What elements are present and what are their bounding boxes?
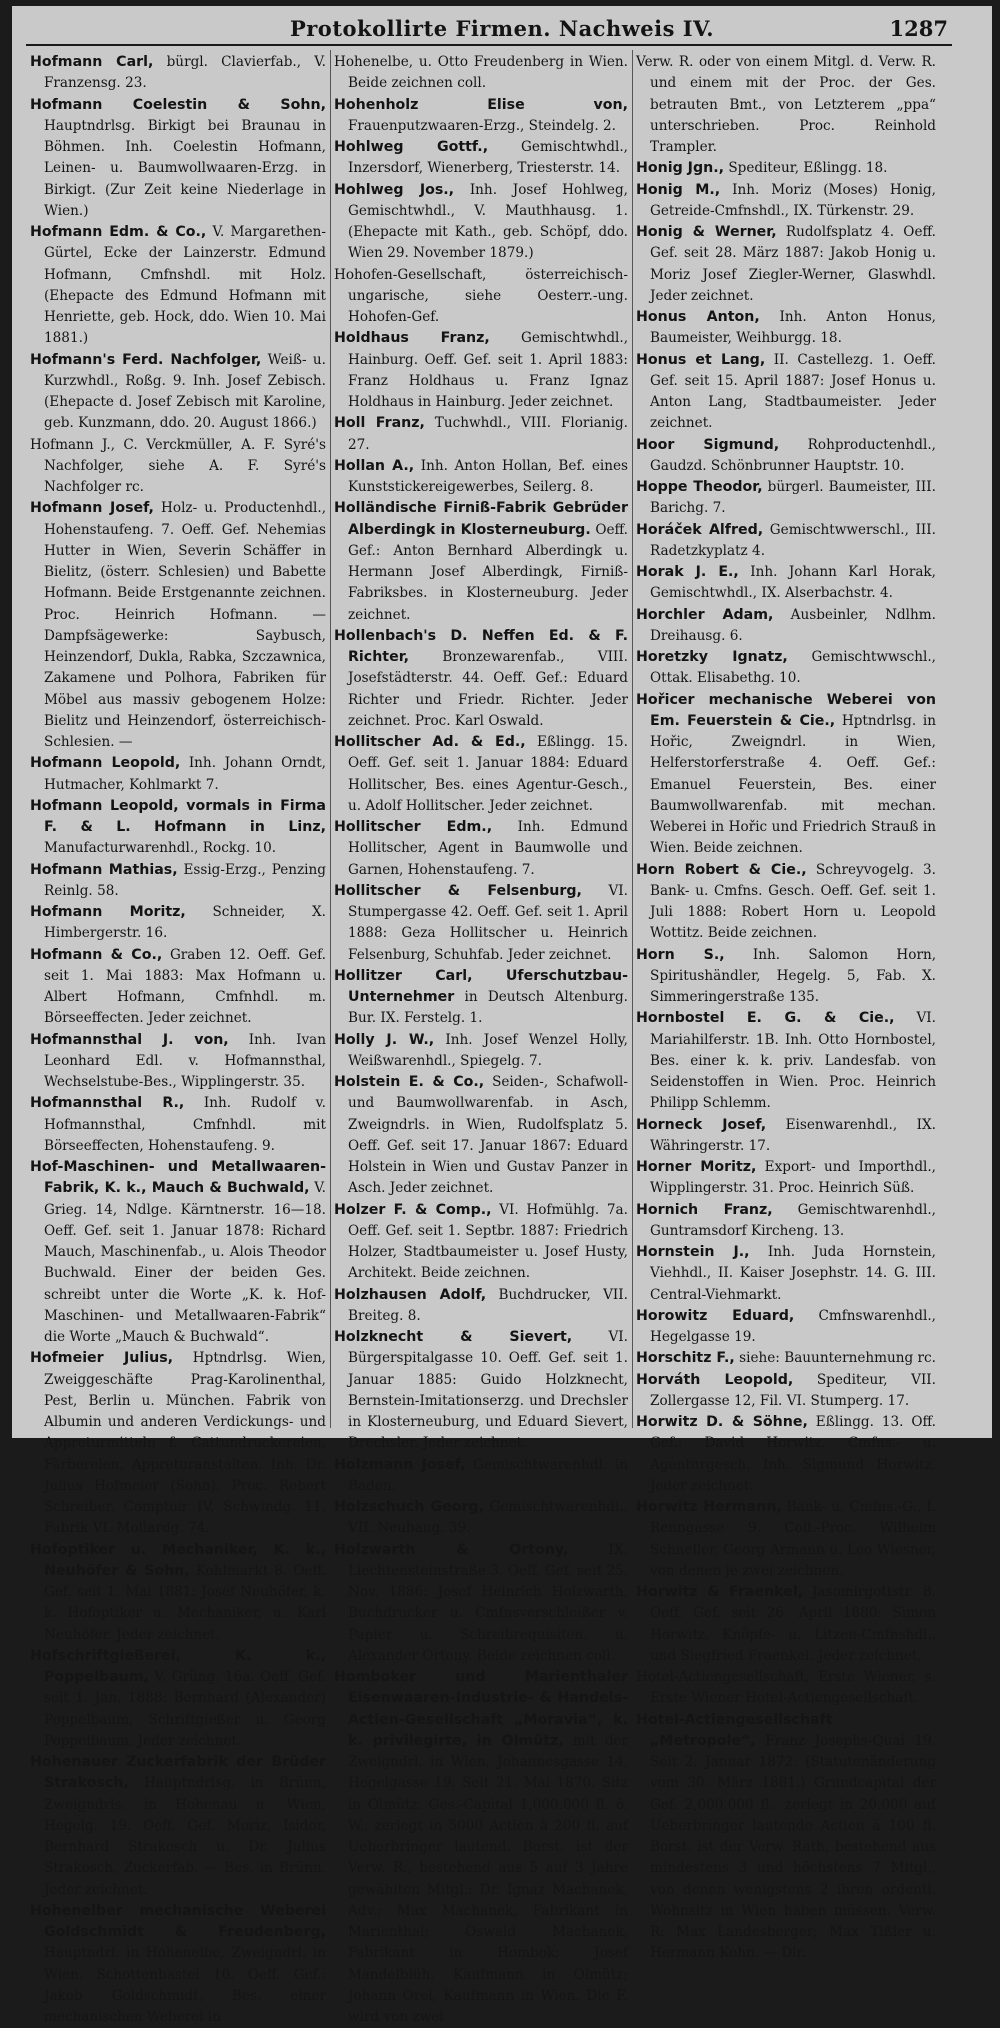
- firm-details: bürgl. Clavierfab., V. Franzensg. 23.: [44, 54, 326, 92]
- firm-name: Hofmann Carl,: [30, 54, 154, 70]
- firm-name: Horváth Leopold,: [636, 1371, 794, 1388]
- firm-name: Horchler Adam,: [636, 606, 774, 623]
- firm-name: Hohenelber mechanische Weberei Goldschmidt & Freudenberg,: [30, 1902, 326, 1940]
- firm-entry: [636, 860, 936, 945]
- firm-entry: [30, 1752, 326, 1901]
- header-rule: [26, 44, 952, 46]
- firm-name: Horowitz Eduard,: [636, 1307, 795, 1324]
- firm-entry: [334, 95, 628, 138]
- firm-details: VI. Hofmühlg. 7a. Oeff. Gef. seit 1. Septbr. 1887: Friedrich Holzer, Stadtbaumeister u. Josef Husty, Architekt. Beide zeichnen.: [348, 1201, 628, 1282]
- firm-name: Honig M.,: [636, 181, 721, 198]
- firm-name: Honus et Lang,: [636, 351, 766, 368]
- page-header: [12, 14, 992, 48]
- firm-name: Hollitscher & Felsenburg,: [334, 882, 582, 899]
- firm-name: Homboker und Marienthaler Eisenwaaren-Industrie- & Handels-Actien-Gesellschaft „Moravia“, k. k. privilegirte, in Olmütz,: [334, 1669, 628, 1749]
- firm-details: Frauenputzwaaren-Erzg., Steindelg. 2.: [348, 117, 616, 134]
- firm-details: Rudolfsplatz 4. Oeff. Gef. seit 28. März 1887: Jakob Honig u. Moriz Josef Ziegler-Werner, Glaswhdl. Jeder zeichnet.: [650, 224, 936, 304]
- firm-name: Hofschriftgießerei, K. k., Poppelbaum,: [30, 1647, 326, 1685]
- firm-name: Honus Anton,: [636, 309, 760, 325]
- firm-name: Holzknecht & Sievert,: [334, 1329, 573, 1345]
- firm-name: Holl Franz,: [334, 415, 425, 432]
- firm-details: Inh. Johann Orndt, Hutmacher, Kohlmarkt 7.: [44, 755, 327, 793]
- firm-details: V. Grieg. 14, Ndlge. Kärntnerstr. 16—18. Oeff. Gef. seit 1. Januar 1878: Richard Mauch, Maschinenfab., u. Alois Theodor Buchwald. Einer der beiden Ges. schreibt unter die Worte „K. k. Hof-Maschinen- und Metallwaaren-Fabrik“ die Worte „Mauch & Buchwald“.: [44, 1180, 326, 1345]
- firm-details: Gemischtwwschl., Ottak. Elisabethg. 10.: [650, 649, 936, 687]
- firm-details: Inh. Josef Wenzel Holly, Weißwarenhdl., Spiegelg. 7.: [348, 1031, 628, 1069]
- firm-entry: [30, 902, 326, 945]
- firm-entry: [30, 52, 326, 95]
- firm-details: Hofmann J., C. Verckmüller, A. F. Syré's Nachfolger, siehe A. F. Syré's Nachfolger rc.: [30, 436, 326, 495]
- firm-details: Gemischtwwerschl., III. Radetzkyplatz 4.: [650, 521, 936, 559]
- firm-name: Horner Moritz,: [636, 1159, 757, 1175]
- firm-details: Gemischtwhdl., Hainburg. Oeff. Gef. seit 1. April 1883: Franz Holdhaus u. Franz Ignaz Holdhaus in Hainburg. Jeder zeichnet.: [348, 330, 629, 410]
- firm-name: Holstein E. & Co.,: [334, 1074, 485, 1090]
- firm-entry: [636, 520, 936, 563]
- firm-entry: [636, 1582, 936, 1667]
- firm-name: Holzer F. & Comp.,: [334, 1201, 492, 1218]
- firm-details: V. Grüng. 16a. Oeff. Gef. seit 1. Jan. 1888: Bernhard (Alexander) Poppelbaum, Schriftgießer u. Georg Poppelbaum. Jeder zeichnet.: [44, 1669, 326, 1749]
- firm-details: Spediteur, VII. Zollergasse 12, Fil. VI. Stumperg. 17.: [650, 1371, 936, 1409]
- firm-entry: [636, 1710, 936, 1965]
- firm-details: Eßlingg. 15. Oeff. Gef. seit 1. Januar 1884: Eduard Hollitscher, Bes. eines Agentur-Gesch., u. Adolf Hollitscher. Jeder zeichnet.: [348, 734, 628, 814]
- page-number: 1287: [889, 16, 948, 41]
- firm-entry: [334, 732, 628, 817]
- firm-name: Horwitz D. & Söhne,: [636, 1414, 808, 1430]
- firm-details: Schreyvogelg. 3. Bank- u. Cmfns. Gesch. Oeff. Gef. seit 1. Juli 1888: Robert Horn u. Leopold Wottitz. Beide zeichnen.: [650, 861, 936, 942]
- firm-details: Manufacturwarenhdl., Rockg. 10.: [44, 840, 277, 857]
- firm-name: Hohlweg Jos.,: [334, 181, 455, 198]
- firm-name: Horáček Alfred,: [636, 521, 764, 538]
- firm-name: Horak J. E.,: [636, 564, 739, 580]
- firm-entry: [636, 945, 936, 1009]
- firm-details: Inh. Salomon Horn, Spiritushändler, Hegelg. 5, Fab. X. Simmeringerstraße 135.: [650, 946, 937, 1005]
- firm-entry: [30, 1540, 326, 1646]
- firm-entry: [636, 350, 936, 435]
- firm-name: Holdhaus Franz,: [334, 330, 490, 347]
- firm-entry: [30, 1348, 326, 1539]
- firm-details: Inh. Ivan Leonhard Edl. v. Hofmannsthal, Wechselstube-Bes., Wipplingerstr. 35.: [44, 1031, 326, 1090]
- firm-name: Horschitz F.,: [636, 1350, 735, 1367]
- firm-entry: [30, 1646, 326, 1752]
- firm-details: Inh. Edmund Hollitscher, Agent in Baumwolle und Garnen, Hohenstaufeng. 7.: [348, 819, 629, 878]
- firm-details: Buchdrucker, VII. Breiteg. 8.: [348, 1286, 628, 1324]
- firm-name: Hollitscher Edm.,: [334, 819, 493, 835]
- firm-details: Hauptndrl. in Hohenelbe, Zweigndrl. in Wien. Schottenbastei 10. Oeff. Gef.: Jakob Goldschmidt, Bes. einer mechanischen Weberei in: [44, 1945, 326, 2025]
- firm-name: Hornich Franz,: [636, 1201, 773, 1218]
- firm-entry: [30, 753, 326, 796]
- firm-name: Hofmann Moritz,: [30, 904, 186, 920]
- firm-entry: [334, 1540, 628, 1668]
- firm-details: IX. Liechtensteinstraße 3. Oeff. Gef. seit 25. Nov. 1886: Josef Heinrich Holzwarth, Buchdrucker u. Cmfnsverschleißer v. Papier u. Schreibrequisiten, u. Alexander Ortony. Beide zeichnen coll.: [348, 1541, 628, 1664]
- firm-entry: [30, 1901, 326, 2028]
- running-title: Protokollirte Firmen. Nachweis IV.: [289, 16, 715, 41]
- firm-details: Inh. Josef Hohlweg, Gemischtwhdl., V. Mauthhausg. 1. (Ehepacte mit Kath., geb. Schöpf, ddo. Wien 29. November 1879.): [348, 181, 628, 262]
- firm-name: Hofmann Leopold,: [30, 755, 181, 772]
- firm-details: Jasomirgottstr. 8. Oeff. Gef. seit 26. April 1880: Simon Horwitz, Knöpfe- u. Litzen-Cmfnshdl., und Siegfried Fraenkel. Jeder zeichnet.: [650, 1584, 936, 1664]
- firm-entry: [636, 1306, 936, 1349]
- firm-details: Eisenwarenhdl., IX. Währingerstr. 17.: [650, 1116, 936, 1154]
- firm-details: siehe: Bauunternehmung rc.: [739, 1350, 936, 1367]
- firm-details: V. Margarethen-Gürtel, Ecke der Lainzerstr. Edmund Hofmann, Cmfnshdl. mit Holz. (Ehepacte des Edmund Hofmann mit Henriette, geb. Hock, ddo. Wien 10. Mai 1881.): [44, 224, 326, 347]
- firm-details: Gemischtwarenhdl. in Baden.: [348, 1456, 628, 1494]
- firm-entry: [636, 477, 936, 520]
- firm-details: Franz Josephs-Quai 19. Seit 2. Januar 1872. (Statutenänderung vom 30. März 1881.) Grundcapital der Gef. 2,000.000 fl., zerlegt in 20.000 auf Ueberbringer lautende Actien à 100 fl. Borst. ist der Verw. Rath, bestehend aus mindestens 3 und höchstens 7 Mitgl., von denen wenigstens 2 ihren ordentl. Wohnsitz in Wien haben müssen. Verw. R: Max Landesberger; Max Tißler u. Hermann Kohn. — Dir.: [650, 1732, 936, 1962]
- firm-name: Holzschuch Georg,: [334, 1499, 485, 1515]
- firm-name: Hofmann Edm. & Co.,: [30, 224, 207, 240]
- firm-entry: [636, 1200, 936, 1243]
- firm-entry: [334, 1327, 628, 1455]
- firm-name: Hof-Maschinen- und Metallwaaren-Fabrik, K. k., Mauch & Buchwald,: [30, 1159, 326, 1197]
- firm-details: VI. Stumpergasse 42. Oeff. Gef. seit 1. April 1888: Geza Hollitscher u. Heinrich Felsenburg, Schuhfab. Jeder zeichnet.: [348, 882, 628, 963]
- firm-entry: [636, 435, 936, 478]
- firm-entry: [334, 52, 628, 95]
- firm-entry: [636, 1667, 936, 1710]
- firm-name: Hornstein J.,: [636, 1244, 750, 1260]
- firm-entry: [30, 435, 326, 499]
- firm-entry: [636, 158, 936, 179]
- firm-name: Hofmann & Co.,: [30, 946, 163, 963]
- firm-details: Inh. Johann Karl Horak, Gemischtwhdl., IX. Alserbachstr. 4.: [650, 564, 936, 602]
- firm-name: Horn Robert & Cie.,: [636, 861, 807, 878]
- firm-entry: [636, 1370, 936, 1413]
- firm-name: Horneck Josef,: [636, 1116, 767, 1133]
- firm-entry: [334, 1030, 628, 1073]
- firm-entry: [334, 1200, 628, 1285]
- column-divider: [632, 50, 633, 1428]
- firm-entry: [636, 1412, 936, 1497]
- firm-name: Hohenholz Elise von,: [334, 96, 628, 113]
- firm-entry: [334, 498, 628, 626]
- firm-name: Horwitz Hermann,: [636, 1499, 782, 1515]
- firm-details: Kohlmarkt 8. Oeff. Gef. seit 1. Mai 1881: Josef Neuhöfer, k. k. Hofoptiker u. Mechaniker, u. Karl Neuhöfer. Jeder zeichnet.: [44, 1562, 326, 1643]
- firm-details: Inh. Anton Honus, Baumeister, Weihburgg. 18.: [650, 309, 936, 347]
- firm-entry: [30, 222, 326, 350]
- firm-details: mit der Zweigndrl. in Wien, Johannesgasse 14, Hegelgasse 19. Seit 21. Mai 1870. Sitz in Olmütz. Ges.-Capital 1,000.000 fl. ö. W., zerlegt in 5000 Actien à 200 fl. auf Ueberbringer lautend. Borst. ist der Verw. R., bestehend aus 5 auf 3 Jahre gewählten Mitgl.: Dr. Ignaz Machanek, Adv.; Max Machanek, Fabrikant in Marienthal; Oswald Machanek, Fabrikant in Hombok; Josef Mandelblüh, Kaufmann in Olmütz; Johann Orel, Kaufmann in Wien. Die F. wird von zwei: [348, 1732, 628, 2025]
- firm-name: Hotel-Actiengesellschaft „Metropole“,: [636, 1711, 833, 1749]
- firm-details: in Deutsch Altenburg. Bur. IX. Ferstelg. 1.: [348, 989, 628, 1027]
- firm-entry: [334, 1072, 628, 1200]
- firm-entry: [334, 966, 628, 1030]
- firm-name: Hofmeier Julius,: [30, 1350, 174, 1367]
- firm-name: Hoppe Theodor,: [636, 479, 763, 495]
- firm-name: Horn S.,: [636, 946, 725, 963]
- firm-details: bürgerl. Baumeister, III. Barichg. 7.: [650, 479, 936, 517]
- firm-details: Hohenelbe, u. Otto Freudenberg in Wien. Beide zeichnen coll.: [334, 54, 628, 92]
- firm-entry: [636, 562, 936, 605]
- firm-entry: [636, 1497, 936, 1582]
- firm-name: Holly J. W.,: [334, 1031, 435, 1048]
- firm-name: Hollan A.,: [334, 457, 415, 474]
- firm-entry: [636, 690, 936, 860]
- firm-details: Bank- u. Cmfns.-G., I. Renngasse 9. Coll.-Proc. Wilhelm Schneller, Georg Armann u. Leo Wiesner, von denen je zwei zeichnen.: [650, 1499, 937, 1579]
- firm-entry: [334, 413, 628, 456]
- firm-name: Hohenauer Zuckerfabrik der Brüder Strakosch,: [30, 1754, 326, 1792]
- firm-entry: [30, 95, 326, 223]
- firm-entry: [334, 265, 628, 329]
- firm-name: Hollitscher Ad. & Ed.,: [334, 734, 526, 750]
- firm-details: VI. Mariahilferstr. 1B. Inh. Otto Hornbostel, Bes. einer k. k. priv. Landesfab. von Seidenstoffen in Wien. Proc. Heinrich Philipp Schlemm.: [650, 1010, 936, 1112]
- firm-name: Hofmannsthal R.,: [30, 1095, 185, 1112]
- firm-name: Hořicer mechanische Weberei von Em. Feuerstein & Cie.,: [636, 691, 936, 729]
- firm-details: Seiden-, Schafwoll- und Baumwollwarenfab. in Asch, Zweigndrls. in Wien, Rudolfsplatz 5. Oeff. Gef. seit 17. Januar 1867: Eduard Holstein in Wien und Gustav Panzer in Asch. Jeder zeichnet.: [348, 1074, 629, 1197]
- firm-entry: [30, 1030, 326, 1094]
- firm-details: Schneider, X. Himbergerstr. 16.: [44, 904, 326, 942]
- firm-name: Holländische Firniß-Fabrik Gebrüder Alberdingk in Klosterneuburg.: [334, 500, 628, 538]
- firm-name: Hofmann Coelestin & Sohn,: [30, 96, 326, 113]
- firm-entry: [636, 307, 936, 350]
- firm-name: Horwitz & Fraenkel,: [636, 1584, 804, 1600]
- firm-details: Hptndrlsg. in Hořic, Zweigndrl. in Wien, Helferstorferstraße 4. Oeff. Gef.: Emanuel Feuerstein, Bes. einer Baumwollwarenfab. mit mechan. Weberei in Hořic und Friedrich Strauß in Wien. Beide zeichnen.: [650, 712, 936, 857]
- firm-details: Hotel-Actiengesellschaft, Erste Wiener, s. Erste Wiener Hotel-Actiengesellschaft.: [636, 1669, 936, 1707]
- firm-entry: [30, 350, 326, 435]
- firm-entry: [334, 1455, 628, 1498]
- firm-entry: [636, 1348, 936, 1369]
- firm-entry: [30, 1093, 326, 1157]
- firm-details: Gemischtwhdl., Inzersdorf, Wienerberg, Triesterstr. 14.: [348, 139, 628, 177]
- firm-details: II. Castellezg. 1. Oeff. Gef. seit 15. April 1887: Josef Honus u. Anton Lang, Stadtbaumeister. Jeder zeichnet.: [650, 351, 937, 432]
- firm-name: Holzhausen Adolf,: [334, 1286, 487, 1303]
- firm-entry: [334, 456, 628, 499]
- column-divider: [330, 50, 331, 1428]
- firm-name: Holzwarth & Ortony,: [334, 1541, 569, 1558]
- firm-entry: [334, 881, 628, 966]
- column-right: [636, 52, 937, 1962]
- firm-details: Hptndrlsg. Wien, Zweiggeschäfte Prag-Karolinenthal, Pest, Berlin u. München. Fabrik von Albumin und anderen Verdickungs- und Appreturmitteln f. Cattundruckereien, Färbereien, Appreturanstalten. Inh. Dr. Julius Hofmeier (Sohn). Proc. Robert Schreiber. Comptoir IV. Schwindg. 11, Fabrik VI. Mollardg. 74.: [44, 1350, 326, 1537]
- firm-entry: [334, 626, 628, 732]
- firm-name: Hollenbach's D. Neffen Ed. & F. Richter,: [334, 627, 628, 665]
- firm-details: Eßlingg. 13. Off. Gef.: David Horwitz, Cmfns.- u. Agenturgesch. Inh. Sigmund Horwitz. Jeder zeichnet.: [650, 1414, 936, 1494]
- firm-name: Hohlweg Gottf.,: [334, 139, 489, 155]
- firm-details: Spediteur, Eßlingg. 18.: [728, 160, 888, 177]
- directory-page: [12, 6, 992, 2025]
- firm-entry: [334, 1285, 628, 1328]
- firm-details: Gemischtwarenhdl., Guntramsdorf Kircheng. 13.: [650, 1201, 936, 1239]
- firm-entry: [30, 860, 326, 903]
- firm-details: Verw. R. oder von einem Mitgl. d. Verw. R. und einem mit der Proc. der Ges. betrauten Bmt., von Letzterem „ppa“ unterschrieben. Proc. Reinhold Trampler.: [636, 54, 936, 155]
- firm-entry: [636, 1008, 936, 1114]
- firm-entry: [636, 1242, 936, 1306]
- firm-details: Graben 12. Oeff. Gef. seit 1. Mai 1883: Max Hofmann u. Albert Hofmann, Cmfnhdl. m. Börseeffecten. Jeder zeichnet.: [44, 946, 326, 1027]
- firm-details: Essig-Erzg., Penzing Reinlg. 58.: [44, 861, 326, 899]
- firm-entry: [30, 498, 326, 753]
- firm-name: Honig Jgn.,: [636, 160, 724, 177]
- firm-details: Inh. Anton Hollan, Bef. eines Kunststickereigewerbes, Seilerg. 8.: [348, 457, 629, 495]
- firm-name: Hoor Sigmund,: [636, 436, 780, 453]
- firm-details: Weiß- u. Kurzwhdl., Roßg. 9. Inh. Josef Zebisch. (Ehepacte d. Josef Zebisch mit Karoline, geb. Kunzmann, ddo. 20. August 1866.): [44, 351, 327, 432]
- firm-name: Hornbostel E. G. & Cie.,: [636, 1010, 895, 1027]
- firm-details: Tuchwhdl., VIII. Florianig. 27.: [348, 415, 629, 453]
- firm-name: Horetzky Ignatz,: [636, 649, 788, 665]
- firm-entry: [334, 817, 628, 881]
- firm-details: Hauptndrlsg. in Brünn, Zweigndrls. in Hohenau u. Wien, Hegelg. 19. Oeff. Gef. Moriz, Isidor, Bernhard Strakosch u. Dr. Julius Strakosch, Zuckerfab. — Bes. in Brünn. Jeder zeichnet.: [44, 1775, 326, 1898]
- column-middle: [334, 52, 629, 2025]
- firm-details: Cmfnswarenhdl., Hegelgasse 19.: [650, 1307, 936, 1345]
- firm-details: Rohproductenhdl., Gaudzd. Schönbrunner Hauptstr. 10.: [650, 436, 936, 474]
- firm-entry: [636, 1157, 936, 1200]
- firm-entry: [334, 137, 628, 180]
- firm-details: VI. Bürgerspitalgasse 10. Oeff. Gef. seit 1. Januar 1885: Guido Holzknecht, Bernstein-Imitationserzg. und Drechsler in Klosterneuburg, und Eduard Sievert, Drechsler. Jeder zeichnet.: [348, 1329, 628, 1452]
- firm-name: Hofmann's Ferd. Nachfolger,: [30, 351, 262, 368]
- firm-entry: [636, 605, 936, 648]
- firm-name: Holzmann Josef,: [334, 1456, 466, 1473]
- firm-details: Export- und Importhdl., Wipplingerstr. 31. Proc. Heinrich Süß.: [650, 1159, 937, 1197]
- firm-name: Honig & Werner,: [636, 224, 777, 240]
- firm-entry: [636, 52, 936, 158]
- firm-name: Hofmann Josef,: [30, 500, 154, 517]
- firm-entry: [334, 1667, 628, 2028]
- firm-entry: [636, 1115, 936, 1158]
- firm-details: Bronzewarenfab., VIII. Josefstädterstr. 44. Oeff. Gef.: Eduard Richter und Friedr. Richter. Jeder zeichnet. Proc. Karl Oswald.: [348, 649, 628, 729]
- firm-entry: [636, 647, 936, 690]
- firm-entry: [636, 180, 936, 223]
- firm-entry: [334, 328, 628, 413]
- firm-name: Hofmann Mathias,: [30, 861, 178, 878]
- column-left: [30, 52, 327, 2025]
- firm-details: Inh. Rudolf v. Hofmannsthal, Cmfnhdl. mit Börseeffecten, Hohenstaufeng. 9.: [44, 1095, 326, 1154]
- firm-details: Oeff. Gef.: Anton Bernhard Alberdingk u. Hermann Josef Alberdingk, Firniß-Fabriksbes. in Klosterneuburg. Jeder zeichnet.: [348, 521, 628, 623]
- firm-details: Gemischtwarenhdl., VII. Neubaug. 39.: [348, 1499, 628, 1537]
- firm-entry: [334, 1497, 628, 1540]
- firm-name: Hofmannsthal J. von,: [30, 1031, 229, 1048]
- firm-details: Hauptndrlsg. Birkigt bei Braunau in Böhmen. Inh. Coelestin Hofmann, Leinen- u. Baumwollwaaren-Erzg. in Birkigt. (Zur Zeit keine Niederlage in Wien.): [44, 117, 326, 219]
- firm-name: Hollitzer Carl, Uferschutzbau-Unternehmer: [334, 967, 628, 1005]
- firm-entry: [30, 1157, 326, 1348]
- firm-name: Hofoptiker u. Mechaniker, K. k., Neuhöfer & Sohn,: [30, 1541, 326, 1579]
- firm-entry: [30, 945, 326, 1030]
- firm-details: Holz- u. Productenhdl., Hohenstaufeng. 7. Oeff. Gef. Nehemias Hutter in Wien, Severin Schäffer in Bielitz, (österr. Schlesien) und Babette Hofmann. Beide Erstgenannte zeichnen. Proc. Heinrich Hofmann. — Dampfsägewerke: Saybusch, Heinzendorf, Dukla, Rabka, Szczawnica, Zakamene und Polhora, Fabriken für Möbel aus massiv gebogenem Holze: Bielitz und Heinzendorf, österreichisch-Schlesien. —: [44, 500, 327, 750]
- firm-details: Hohofen-Gesellschaft, österreichisch-ungarische, siehe Oesterr.-ung. Hohofen-Gef.: [334, 266, 628, 325]
- firm-entry: [30, 796, 326, 860]
- firm-entry: [636, 222, 936, 307]
- firm-details: Ausbeinler, Ndlhm. Dreihausg. 6.: [650, 606, 936, 644]
- firm-name: Hofmann Leopold, vormals in Firma F. & L. Hofmann in Linz,: [30, 797, 326, 835]
- firm-details: Inh. Moriz (Moses) Honig, Getreide-Cmfnshdl., IX. Türkenstr. 29.: [650, 181, 937, 219]
- firm-details: Inh. Juda Hornstein, Viehhdl., II. Kaiser Josephstr. 14. G. III. Central-Viehmarkt.: [650, 1244, 936, 1303]
- firm-entry: [334, 180, 628, 265]
